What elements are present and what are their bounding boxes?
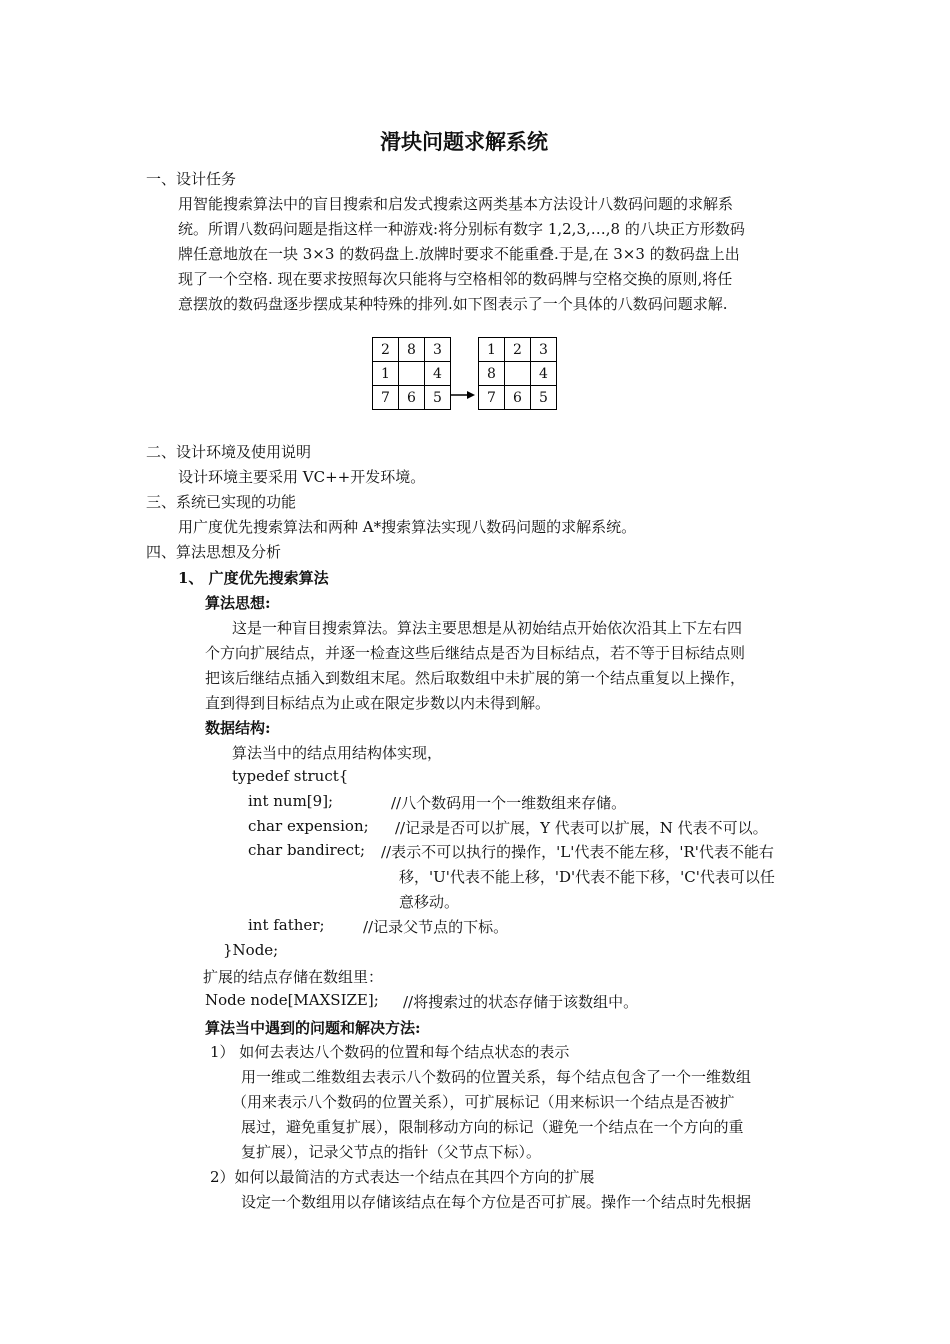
code-band-decl: char bandirect;: [248, 841, 366, 859]
code-num-decl: int num[9];: [248, 792, 334, 810]
code-father-decl: int father;: [248, 916, 325, 934]
idea-line: 直到得到目标结点为止或在限定步数以内未得到解。: [205, 694, 551, 712]
grid-cell: [399, 362, 425, 386]
problem-1-line: 用一维或二维数组去表示八个数码的位置关系，每个结点包含了一个一维数组: [241, 1068, 752, 1086]
problem-1-line: （用来表示八个数码的位置关系），可扩展标记（用来标识一个结点是否被扩: [232, 1093, 735, 1111]
code-band-comment: 移，'U'代表不能上移，'D'代表不能下移，'C'代表可以任: [399, 868, 775, 886]
grid-cell: 8: [479, 362, 505, 386]
problem-1-line: 复扩展），记录父节点的指针（父节点下标）。: [241, 1143, 542, 1161]
grid-cell: 2: [505, 338, 531, 362]
grid-cell: 8: [399, 338, 425, 362]
idea-line: 把该后继结点插入到数组末尾。然后取数组中未扩展的第一个结点重复以上操作，: [205, 669, 746, 687]
code-father-comment: //记录父节点的下标。: [363, 918, 509, 936]
idea-label: 算法思想:: [205, 594, 271, 612]
section-2-heading: 二、设计环境及使用说明: [146, 443, 312, 461]
problem-1-line: 展过，避免重复扩展），限制移动方向的标记（避免一个结点在一个方向的重: [241, 1118, 744, 1136]
section-1-line: 现了一个空格. 现在要求按照每次只能将与空格相邻的数码牌与空格交换的原则,将任: [178, 270, 733, 288]
section-2-text: 设计环境主要采用 VC++开发环境。: [178, 468, 426, 486]
grid-cell: 5: [425, 386, 451, 410]
grid-cell: 4: [531, 362, 557, 386]
section-1-line: 牌任意地放在一块 3×3 的数码盘上.放牌时要求不能重叠.于是,在 3×3 的数码盘上出: [178, 245, 740, 263]
grid-cell: 6: [399, 386, 425, 410]
code-band-comment: //表示不可以执行的操作，'L'代表不能左移，'R'代表不能右: [381, 843, 774, 861]
idea-line: 这是一种盲目搜索算法。算法主要思想是从初始结点开始依次沿其上下左右四: [232, 619, 743, 637]
grid-cell: 6: [505, 386, 531, 410]
grid-cell: 3: [531, 338, 557, 362]
section-1-heading: 一、设计任务: [146, 170, 237, 188]
problem-2-heading: 2）如何以最简洁的方式表达一个结点在其四个方向的扩展: [210, 1168, 595, 1186]
code-exp-decl: char expension;: [248, 817, 369, 835]
grid-cell: 7: [373, 386, 399, 410]
node-comment: //将搜索过的状态存储于该数组中。: [403, 993, 639, 1011]
section-1-line: 统。所谓八数码问题是指这样一种游戏:将分别标有数字 1,2,3,…,8 的八块正方形数码: [178, 220, 745, 238]
grid-cell: 2: [373, 338, 399, 362]
grid-cell: 4: [425, 362, 451, 386]
start-state-grid: [372, 337, 451, 410]
ds-label: 数据结构:: [205, 719, 271, 737]
page-title: 滑块问题求解系统: [380, 129, 548, 154]
idea-line: 个方向扩展结点，并逐一检查这些后继结点是否为目标结点，若不等于目标结点则: [205, 644, 746, 662]
grid-cell: 1: [373, 362, 399, 386]
goal-state-grid: [478, 337, 557, 410]
section-1-line: 意摆放的数码盘逐步摆成某种特殊的排列.如下图表示了一个具体的八数码问题求解.: [178, 295, 728, 313]
grid-cell: 7: [479, 386, 505, 410]
grid-cell: 3: [425, 338, 451, 362]
section-3-heading: 三、系统已实现的功能: [146, 493, 297, 511]
section-1-line: 用智能搜索算法中的盲目搜索和启发式搜索这两类基本方法设计八数码问题的求解系: [178, 195, 734, 213]
problems-label: 算法当中遇到的问题和解决方法:: [205, 1019, 421, 1037]
code-num-comment: //八个数码用一个一维数组来存储。: [391, 794, 627, 812]
code-typedef: typedef struct{: [232, 767, 349, 785]
ds-intro: 算法当中的结点用结构体实现，: [232, 744, 443, 762]
section-3-text: 用广度优先搜索算法和两种 A*搜索算法实现八数码问题的求解系统。: [178, 518, 637, 536]
grid-cell: 1: [479, 338, 505, 362]
store-text: 扩展的结点存储在数组里：: [203, 968, 384, 986]
problem-1-heading: 1） 如何去表达八个数码的位置和每个结点状态的表示: [210, 1043, 570, 1061]
node-decl: Node node[MAXSIZE];: [205, 991, 379, 1009]
grid-cell: [505, 362, 531, 386]
subsection-1-heading: 1、 广度优先搜索算法: [178, 569, 329, 587]
grid-cell: 5: [531, 386, 557, 410]
code-close: }Node;: [223, 941, 279, 959]
arrow-right-icon: [451, 390, 475, 400]
code-band-comment: 意移动。: [399, 893, 460, 911]
section-4-heading: 四、算法思想及分析: [146, 543, 282, 561]
problem-2-line: 设定一个数组用以存储该结点在每个方位是否可扩展。操作一个结点时先根据: [241, 1193, 752, 1211]
code-exp-comment: //记录是否可以扩展，Y 代表可以扩展，N 代表不可以。: [395, 819, 768, 837]
